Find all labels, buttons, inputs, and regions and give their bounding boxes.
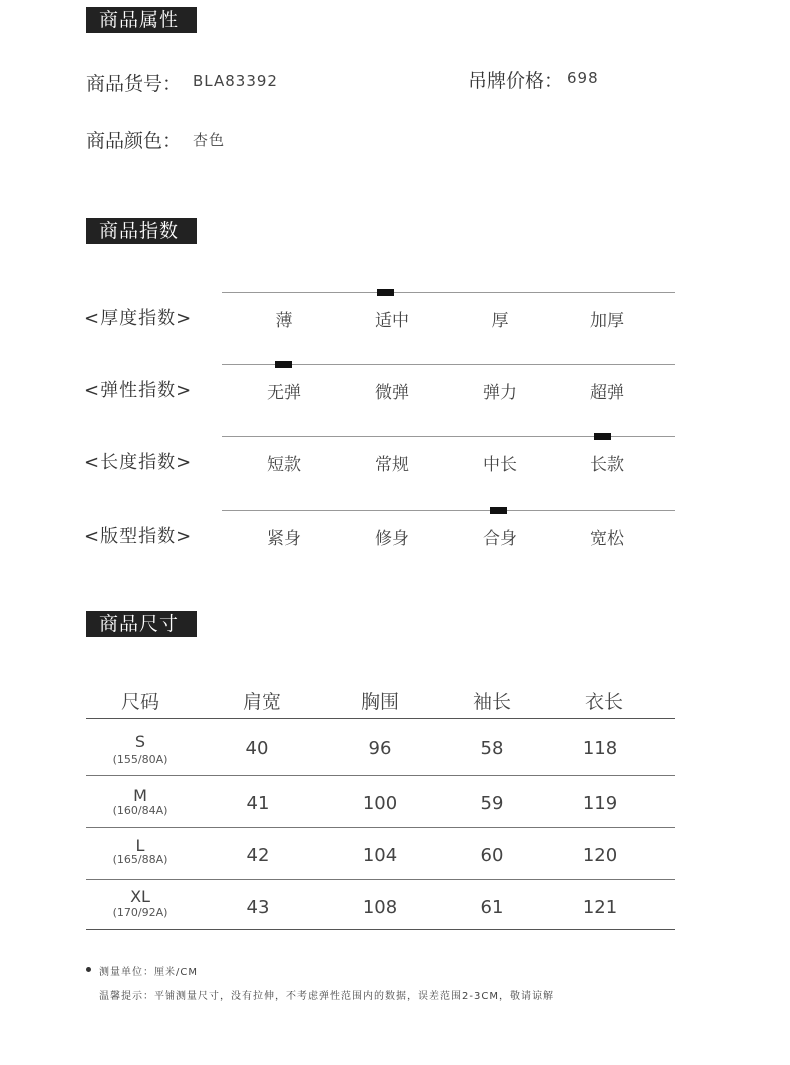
size-section-title: 商品尺寸 <box>86 611 197 637</box>
size-spec: (165/88A) <box>112 853 168 866</box>
chest-value: 108 <box>362 897 398 918</box>
index-selected-marker <box>594 433 611 440</box>
table-header-rule <box>86 718 675 719</box>
index-option: 微弹 <box>375 383 409 403</box>
index-option: 长款 <box>590 455 624 475</box>
length-value: 121 <box>582 897 618 918</box>
index-section-title: 商品指数 <box>86 218 197 244</box>
index-option: 厚 <box>491 311 509 331</box>
color-label: 商品颜色： <box>86 130 182 152</box>
shoulder-value: 41 <box>246 793 270 814</box>
length-value: 120 <box>582 845 618 866</box>
chest-value: 100 <box>362 793 398 814</box>
item-no-value: BLA83392 <box>193 72 278 90</box>
chest-value: 104 <box>362 845 398 866</box>
index-row-label: <弹性指数> <box>84 380 193 401</box>
index-selected-marker <box>275 361 292 368</box>
index-option: 无弹 <box>267 383 301 403</box>
index-option: 短款 <box>267 455 301 475</box>
index-row <box>0 342 790 402</box>
index-row <box>0 270 790 330</box>
index-option: 超弹 <box>590 383 624 403</box>
shoulder-value: 42 <box>246 845 270 866</box>
tip-note: 温馨提示：平铺测量尺寸，没有拉伸，不考虑弹性范围内的数据，误差范围2-3CM，敬请谅解 <box>99 991 554 1002</box>
index-selected-marker <box>377 289 394 296</box>
sleeve-value: 60 <box>480 845 504 866</box>
shoulder-value: 43 <box>246 897 270 918</box>
tag-price-label: 吊牌价格： <box>468 70 564 92</box>
size-spec: (160/84A) <box>112 804 168 817</box>
index-row-label: <版型指数> <box>84 526 193 547</box>
header-length: 衣长 <box>584 691 624 713</box>
index-option: 加厚 <box>590 311 624 331</box>
index-option: 宽松 <box>590 529 624 549</box>
index-row-label: <厚度指数> <box>84 308 193 329</box>
header-size: 尺码 <box>120 691 160 713</box>
index-scale-line <box>222 510 675 511</box>
chest-value: 96 <box>368 738 392 759</box>
index-option: 弹力 <box>483 383 517 403</box>
index-row <box>0 488 790 548</box>
bullet-dot-icon <box>86 967 91 972</box>
index-option: 适中 <box>375 311 409 331</box>
unit-note: 测量单位：厘米/CM <box>99 967 198 978</box>
size-spec: (155/80A) <box>112 753 168 766</box>
index-option: 合身 <box>483 529 517 549</box>
index-option: 中长 <box>483 455 517 475</box>
shoulder-value: 40 <box>245 738 269 759</box>
size-name: XL <box>130 887 150 906</box>
size-name: L <box>135 836 145 855</box>
index-selected-marker <box>490 507 507 514</box>
length-value: 119 <box>582 793 618 814</box>
sleeve-value: 59 <box>480 793 504 814</box>
index-row-label: <长度指数> <box>84 452 193 473</box>
item-no-label: 商品货号： <box>86 73 182 95</box>
table-bottom-rule <box>86 929 675 930</box>
table-row-rule <box>86 775 675 776</box>
index-option: 紧身 <box>267 529 301 549</box>
header-chest: 胸围 <box>360 691 400 713</box>
header-shoulder: 肩宽 <box>242 691 282 713</box>
sleeve-value: 58 <box>480 738 504 759</box>
tag-price-value: 698 <box>567 69 599 87</box>
header-sleeve: 袖长 <box>472 691 512 713</box>
size-name: S <box>134 732 146 751</box>
index-option: 薄 <box>275 311 293 331</box>
index-option: 修身 <box>375 529 409 549</box>
size-name: M <box>133 786 147 805</box>
size-spec: (170/92A) <box>112 906 168 919</box>
length-value: 118 <box>582 738 618 759</box>
index-row <box>0 414 790 474</box>
index-option: 常规 <box>375 455 409 475</box>
attributes-section-title: 商品属性 <box>86 7 197 33</box>
table-row-rule <box>86 827 675 828</box>
index-scale-line <box>222 292 675 293</box>
table-row-rule <box>86 879 675 880</box>
color-value: 杏色 <box>193 131 226 149</box>
sleeve-value: 61 <box>480 897 504 918</box>
